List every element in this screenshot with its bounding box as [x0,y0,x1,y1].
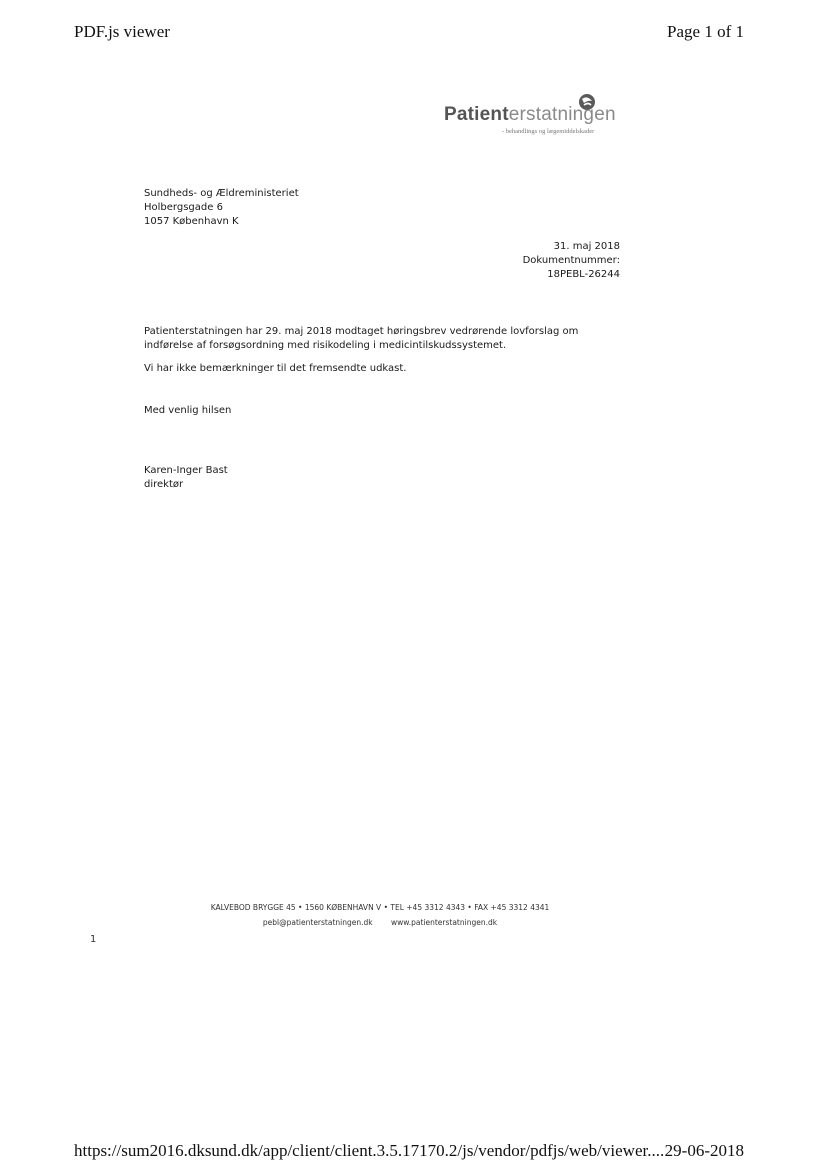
document-number: 18PEBL-26244 [547,269,620,280]
viewer-url: https://sum2016.dksund.dk/app/client/client.3.5.17170.2/js/vendor/pdfjs/web/viewer.... [74,1141,665,1160]
page-label: Page 1 of 1 [667,22,744,41]
company-contact-line [150,915,610,930]
body-paragraph-2: Vi har ikke bemærkninger til det fremsendte udkast. [144,363,407,374]
print-date: 29-06-2018 [664,1141,744,1160]
company-footer [150,900,610,930]
company-website: www.patienterstatningen.dk [391,918,498,927]
letter-body [144,325,622,376]
date-block [523,240,620,282]
greeting: Med venlig hilsen [144,405,232,416]
viewer-title: PDF.js viewer [74,22,170,41]
company-address-line: KALVEBOD BRYGGE 45 • 1560 KØBENHAVN V • TEL +45 3312 4343 • FAX +45 3312 4341 [210,903,550,912]
logo-title-strong: Patient [444,104,509,125]
company-email: pebl@patienterstatningen.dk [262,918,373,927]
document-number-label: Dokumentnummer: [522,255,620,266]
logo [444,92,624,138]
body-paragraph-1: Patienterstatningen har 29. maj 2018 modtaget høringsbrev vedrørende lovforslag om indførelse af forsøgsordning med risikodeling i medicintilskudssystemet. [144,326,579,351]
logo-title-light: erstatningen [508,104,616,125]
signer-name: Karen-Inger Bast [144,465,228,476]
recipient-name: Sundheds- og Ældreministeriet [144,188,299,199]
signer-title: direktør [144,479,184,490]
signature-block [144,464,228,492]
letter-date: 31. maj 2018 [553,241,620,252]
recipient-address [144,187,299,229]
recipient-city: 1057 København K [144,216,239,227]
logo-tagline: - behandlings og lægemiddelskader [502,128,595,135]
print-header [74,22,744,42]
page-number: 1 [90,934,97,945]
recipient-street: Holbergsgade 6 [144,202,223,213]
logo-title [444,104,616,126]
print-footer [74,1141,744,1161]
